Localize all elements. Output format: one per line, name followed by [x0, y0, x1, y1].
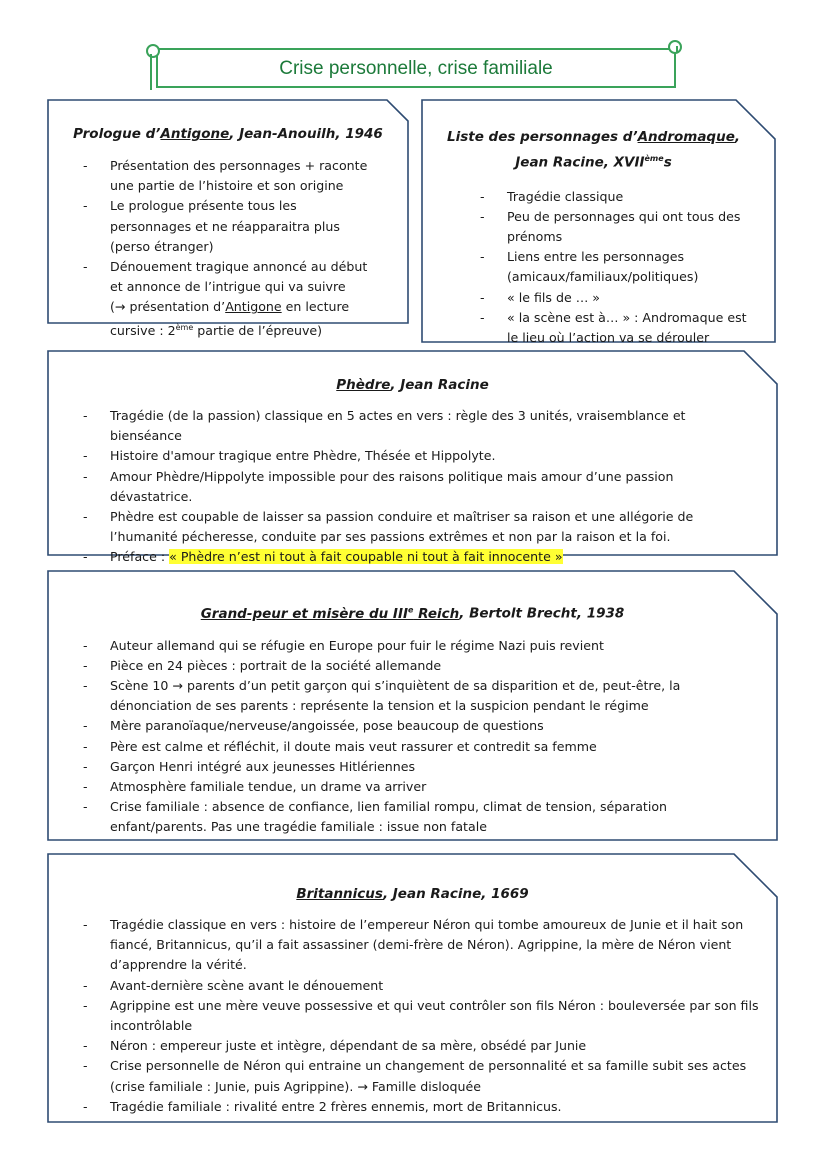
list-item: - Scène 10 → parents d’un petit garçon qui s’inquiètent de sa disparition et de, peut-être, la dénonciation de ses parents : représente la tension et la suspicion pendant le régime: [110, 676, 693, 716]
title-banner: [156, 48, 676, 88]
list-item: - Tragédie familiale : rivalité entre 2 frères ennemis, mort de Britannicus.: [110, 1097, 760, 1117]
list-item: - Père est calme et réfléchit, il doute mais veut rassurer et contredit sa femme: [110, 737, 693, 757]
list-item: - Histoire d'amour tragique entre Phèdre, Thésée et Hippolyte.: [110, 446, 758, 466]
list-item: - Crise familiale : absence de confiance, lien familial rompu, climat de tension, séparation enfant/parents. Pas une tragédie familiale : issue non fatale: [110, 797, 693, 837]
phedre-title: Phèdre, Jean Racine: [336, 377, 489, 393]
page-title: Crise personnelle, crise familiale: [279, 58, 553, 79]
banner-scroll-curl-right: [668, 40, 682, 54]
list-item: - Avant-dernière scène avant le dénouement: [110, 976, 760, 996]
list-item: - Dénouement tragique annoncé au début et annonce de l’intrigue qui va suivre (→ présentation d’Antigone en lecture cursive : 2ème partie de l’épreuve): [110, 257, 381, 341]
andromaque-box: [421, 99, 776, 343]
phedre-box: [47, 350, 778, 565]
highlighted-quote: « Phèdre n’est ni tout à fait coupable ni tout à fait innocente »: [169, 549, 563, 565]
banner-scroll-edge-right: [676, 46, 678, 52]
list-item: - Peu de personnages qui ont tous des prénoms: [507, 207, 752, 247]
list-item: - Présentation des personnages + raconte une partie de l’histoire et son origine: [110, 156, 381, 196]
britannicus-title: Britannicus, Jean Racine, 1669: [296, 886, 529, 902]
list-item: - Amour Phèdre/Hippolyte impossible pour des raisons politique mais amour d’une passion dévastatrice.: [110, 467, 758, 507]
list-item: - Auteur allemand qui se réfugie en Europe pour fuir le régime Nazi puis revient: [110, 636, 693, 656]
list-item: - Tragédie classique: [507, 187, 752, 207]
list-item: - « le fils de … »: [507, 288, 752, 308]
brecht-title: Grand-peur et misère du IIIe Reich, Bertolt Brecht, 1938: [200, 605, 625, 622]
antigone-box: [47, 99, 409, 338]
list-item: - Agrippine est une mère veuve possessive et qui veut contrôler son fils Néron : bouleversée par son fils incontrôlable: [110, 996, 760, 1036]
list-item: - Préface : « Phèdre n’est ni tout à fait coupable ni tout à fait innocente »: [110, 547, 758, 567]
list-item: - Mère paranoïaque/nerveuse/angoissée, pose beaucoup de questions: [110, 716, 693, 736]
brecht-box: [47, 570, 778, 841]
britannicus-box: [47, 853, 778, 1123]
andromaque-title: Liste des personnages d’Andromaque, Jean Racine, XVIIèmes: [446, 129, 740, 171]
banner-scroll-curl-left: [146, 44, 160, 58]
list-item: - Garçon Henri intégré aux jeunesses Hitlériennes: [110, 757, 693, 777]
list-item: - Phèdre est coupable de laisser sa passion conduire et maîtriser sa raison et une allégorie de l’humanité pécheresse, conduite par ses passions extrêmes et non par la raison et la foi.: [110, 507, 758, 547]
banner-scroll-edge-left: [150, 54, 152, 90]
list-item: - Crise personnelle de Néron qui entraine un changement de personnalité et sa famille subit ses actes (crise familiale : Junie, puis Agrippine). → Famille disloquée: [110, 1056, 760, 1096]
list-item: - Tragédie (de la passion) classique en 5 actes en vers : règle des 3 unités, vraisemblance et bienséance: [110, 406, 758, 446]
antigone-title: Prologue d’Antigone, Jean-Anouilh, 1946: [73, 126, 383, 142]
list-item: - Le prologue présente tous les personnages et ne réapparaitra plus (perso étranger): [110, 196, 381, 257]
list-item: - Pièce en 24 pièces : portrait de la société allemande: [110, 656, 693, 676]
list-item: - Liens entre les personnages (amicaux/familiaux/politiques): [507, 247, 752, 287]
list-item: - « la scène est à… » : Andromaque est le lieu où l’action va se dérouler: [507, 308, 752, 348]
list-item: - Tragédie classique en vers : histoire de l’empereur Néron qui tombe amoureux de Junie et il hait son fiancé, Britannicus, qu’il a fait assassiner (demi-frère de Néron). Agrippine, la mère de Néron vient d’apprendre la vérité.: [110, 915, 760, 976]
list-item: - Atmosphère familiale tendue, un drame va arriver: [110, 777, 693, 797]
list-item: - Néron : empereur juste et intègre, dépendant de sa mère, obsédé par Junie: [110, 1036, 760, 1056]
